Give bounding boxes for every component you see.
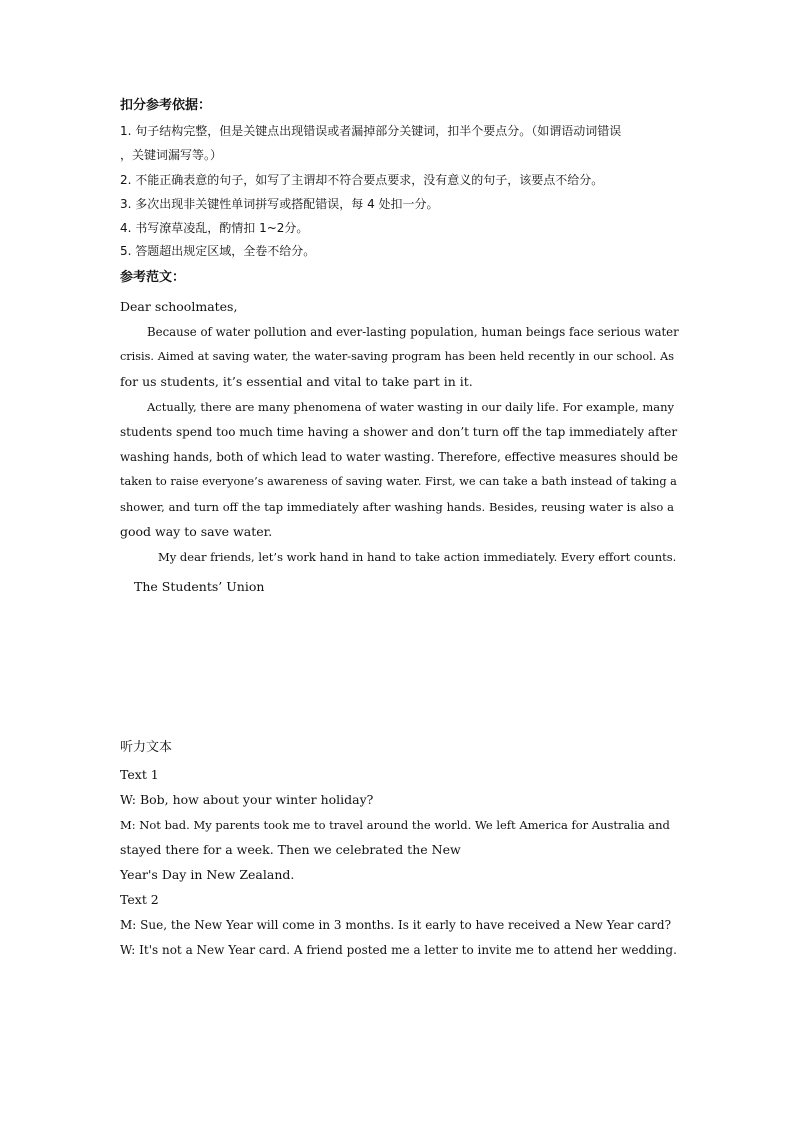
text-1-label: Text 1 — [120, 767, 159, 782]
essay-paragraph-1-line-3: for us students, it’s essential and vital to take part in it. — [120, 374, 473, 389]
listening-heading: 听力文本 — [120, 740, 173, 755]
text-2-man-line: M: Sue, the New Year will come in 3 months. Is it early to have received a New Year card? — [120, 918, 671, 932]
text-1-man-line-1: M: Not bad. My parents took me to travel around the world. We left America for Australia and — [120, 818, 670, 832]
essay-heading: 参考范文： — [120, 270, 186, 285]
deduction-item-1-cont: ，关键词漏写等。） — [120, 148, 223, 162]
deduction-item-2: 2. 不能正确表意的句子，如写了主谓却不符合要点要求，没有意义的句子，该要点不给分。 — [120, 173, 604, 187]
essay-paragraph-2-line-2: students spend too much time having a shower and don’t turn off the tap immediately after — [120, 425, 678, 439]
deduction-item-5: 5. 答题超出规定区域，全卷不给分。 — [120, 244, 316, 258]
deduction-item-4: 4. 书写潦草凌乱，酌情扣 1~2分。 — [120, 221, 309, 235]
essay-paragraph-2-line-6: good way to save water. — [120, 524, 273, 539]
essay-paragraph-1-line-1: Because of water pollution and ever-lasting population, human beings face serious water — [147, 325, 679, 339]
essay-paragraph-3: My dear friends, let’s work hand in hand to take action immediately. Every effort counts. — [158, 550, 677, 564]
text-2-woman-line: W: It's not a New Year card. A friend posted me a letter to invite me to attend her wedding. — [120, 943, 677, 957]
text-1-man-line-3: Year's Day in New Zealand. — [120, 867, 295, 882]
essay-salutation: Dear schoolmates, — [120, 299, 238, 314]
deduction-item-3: 3. 多次出现非关键性单词拼写或搭配错误，每 4 处扣一分。 — [120, 197, 439, 211]
text-1-woman-line: W: Bob, how about your winter holiday? — [120, 792, 374, 807]
text-1-man-line-2: stayed there for a week. Then we celebrated the New — [120, 842, 461, 857]
essay-paragraph-2-line-3: washing hands, both of which lead to water wasting. Therefore, effective measures should be — [120, 450, 678, 464]
deduction-item-1: 1. 句子结构完整，但是关键点出现错误或者漏掉部分关键词，扣半个要点分。（如谓语动词错误 — [120, 124, 622, 138]
deduction-heading: 扣分参考依据： — [120, 98, 212, 113]
essay-paragraph-2-line-1: Actually, there are many phenomena of water wasting in our daily life. For example, many — [147, 400, 674, 414]
essay-signature: The Students’ Union — [134, 579, 265, 594]
essay-paragraph-1-line-2: crisis. Aimed at saving water, the water-saving program has been held recently in our school. As — [120, 350, 674, 363]
essay-paragraph-2-line-4: taken to raise everyone’s awareness of saving water. First, we can take a bath instead of taking a — [120, 475, 677, 488]
text-2-label: Text 2 — [120, 892, 159, 907]
essay-paragraph-2-line-5: shower, and turn off the tap immediately after washing hands. Besides, reusing water is also a — [120, 500, 674, 514]
